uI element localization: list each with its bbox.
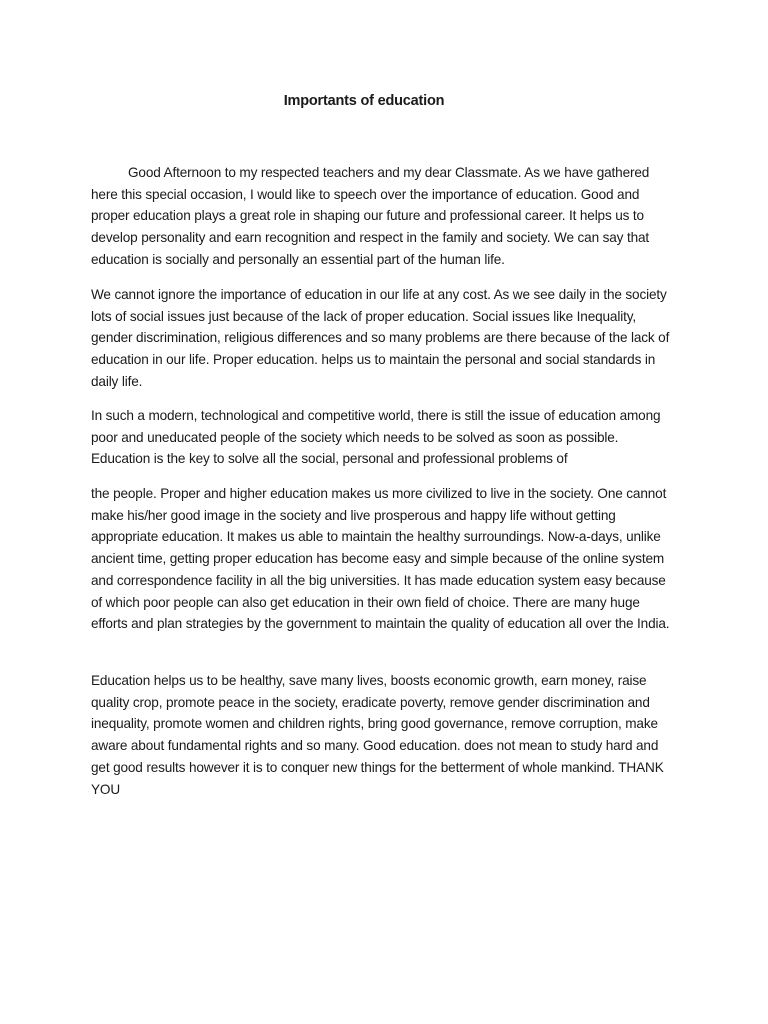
paragraph-2 <box>91 284 679 393</box>
paragraph-3-text: In such a modern, technological and competitive world, there is still the issue of education among poor and uneducated people of the society which needs to be solved as soon as possible. Education is the key to solve all the social, personal and professional problems of <box>91 408 661 467</box>
paragraph-1-text: Good Afternoon to my respected teachers and my dear Classmate. As we have gathered here this special occasion, I would like to speech over the importance of education. Good and proper education plays a great role in shaping our future and professional career. It helps us to develop personality and earn recognition and respect in the family and society. We can say that education is socially and personally an essential part of the human life. <box>91 165 650 267</box>
paragraph-5 <box>91 670 679 800</box>
document-title: Importants of education <box>283 93 445 109</box>
paragraph-4-text: the people. Proper and higher education makes us more civilized to live in the society. One cannot make his/her good image in the society and live prosperous and happy life without getting appropriate education. It makes us able to maintain the healthy surroundings. Now-a-days, unlike ancient time, getting proper education has become easy and simple because of the online system and correspondence facility in all the big universities. It has made education system easy because of which poor people can also get education in their own field of choice. There are many huge efforts and plan strategies by the government to maintain the quality of education all over the India. <box>91 486 670 632</box>
paragraph-3 <box>91 405 679 470</box>
paragraph-4 <box>91 483 679 635</box>
paragraph-1 <box>91 162 679 271</box>
paragraph-5-text: Education helps us to be healthy, save many lives, boosts economic growth, earn money, raise quality crop, promote peace in the society, eradicate poverty, remove gender discrimination and inequality, promote women and children rights, bring good governance, remove corruption, make aware about fundamental rights and so many. Good education. does not mean to study hard and get good results however it is to conquer new things for the betterment of whole mankind. THANK YOU <box>91 673 664 797</box>
paragraph-2-text: We cannot ignore the importance of education in our life at any cost. As we see daily in the society lots of social issues just because of the lack of proper education. Social issues like Inequality, gender discrimination, religious differences and so many problems are there because of the lack of education in our life. Proper education. helps us to maintain the personal and social standards in daily life. <box>91 287 670 389</box>
